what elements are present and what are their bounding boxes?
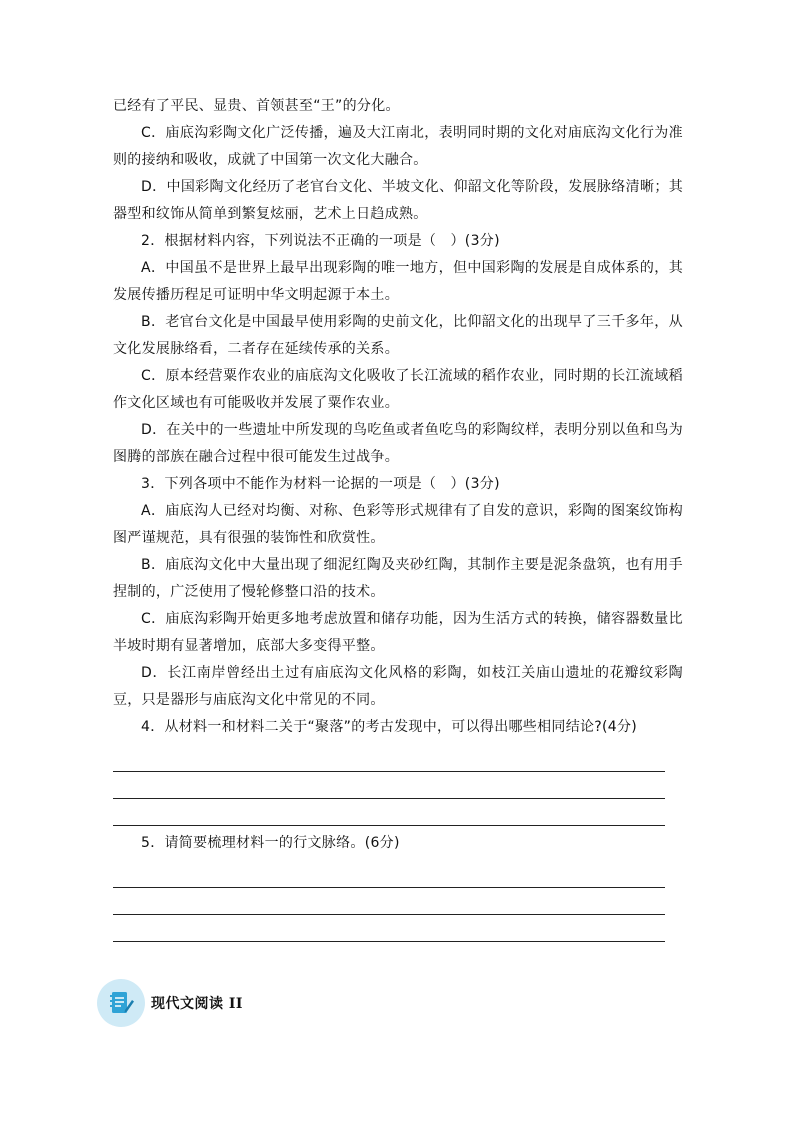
notebook-pen-icon [97,979,145,1027]
question-content [113,93,683,942]
section-title: 现代文阅读 II [151,996,243,1012]
answer-line[interactable] [113,799,665,826]
option-d-q2: D．在关中的一些遗址中所发现的鸟吃鱼或者鱼吃鸟的彩陶纹样，表明分别以鱼和鸟为图腾的部族在融合过程中很可能发生过战争。 [113,422,683,465]
answer-line[interactable] [113,772,665,799]
option-c-q2: C．原本经营粟作农业的庙底沟文化吸收了长江流域的稻作农业，同时期的长江流域稻作文化区域也有可能吸收并发展了粟作农业。 [113,368,683,411]
option-c-q3: C．庙底沟彩陶开始更多地考虑放置和储存功能，因为生活方式的转换，储容器数量比半坡时期有显著增加，底部大多变得平整。 [113,611,683,654]
option-d-q1: D．中国彩陶文化经历了老官台文化、半坡文化、仰韶文化等阶段，发展脉络清晰；其器型和纹饰从简单到繁复炫丽，艺术上日趋成熟。 [113,179,683,222]
option-a-q2: A．中国虽不是世界上最早出现彩陶的唯一地方，但中国彩陶的发展是自成体系的，其发展传播历程足可证明中华文明起源于本土。 [113,260,683,303]
option-a-q3: A．庙底沟人已经对均衡、对称、色彩等形式规律有了自发的意识，彩陶的图案纹饰构图严谨规范，具有很强的装饰性和欣赏性。 [113,503,683,546]
answer-line[interactable] [113,861,665,888]
answer-lines-q5[interactable] [113,857,665,942]
question-4-stem: 4．从材料一和材料二关于“聚落”的考古发现中，可以得出哪些相同结论?(4分) [141,719,638,735]
question-2-stem: 2．根据材料内容，下列说法不正确的一项是（ ）(3分) [141,233,500,249]
answer-lines-q4[interactable] [113,741,665,826]
option-b-q2: B．老官台文化是中国最早使用彩陶的史前文化，比仰韶文化的出现早了三千多年，从文化发展脉络看，二者存在延续传承的关系。 [113,314,683,357]
section-header [97,978,243,1028]
paragraph-continuation: 已经有了平民、显贵、首领甚至“王”的分化。 [113,98,400,114]
option-c-q1: C．庙底沟彩陶文化广泛传播，遍及大江南北，表明同时期的文化对庙底沟文化行为准则的接纳和吸收，成就了中国第一次文化大融合。 [113,125,683,168]
option-b-q3: B．庙底沟文化中大量出现了细泥红陶及夹砂红陶，其制作主要是泥条盘筑，也有用手捏制的，广泛使用了慢轮修整口沿的技术。 [113,557,683,600]
option-d-q3: D．长江南岸曾经出土过有庙底沟文化风格的彩陶，如枝江关庙山遗址的花瓣纹彩陶豆，只是器形与庙底沟文化中常见的不同。 [113,665,683,708]
answer-line[interactable] [113,888,665,915]
answer-line[interactable] [113,745,665,772]
question-5-stem: 5．请简要梳理材料一的行文脉络。(6分) [141,835,400,851]
question-3-stem: 3．下列各项中不能作为材料一论据的一项是（ ）(3分) [141,476,500,492]
answer-line[interactable] [113,915,665,942]
